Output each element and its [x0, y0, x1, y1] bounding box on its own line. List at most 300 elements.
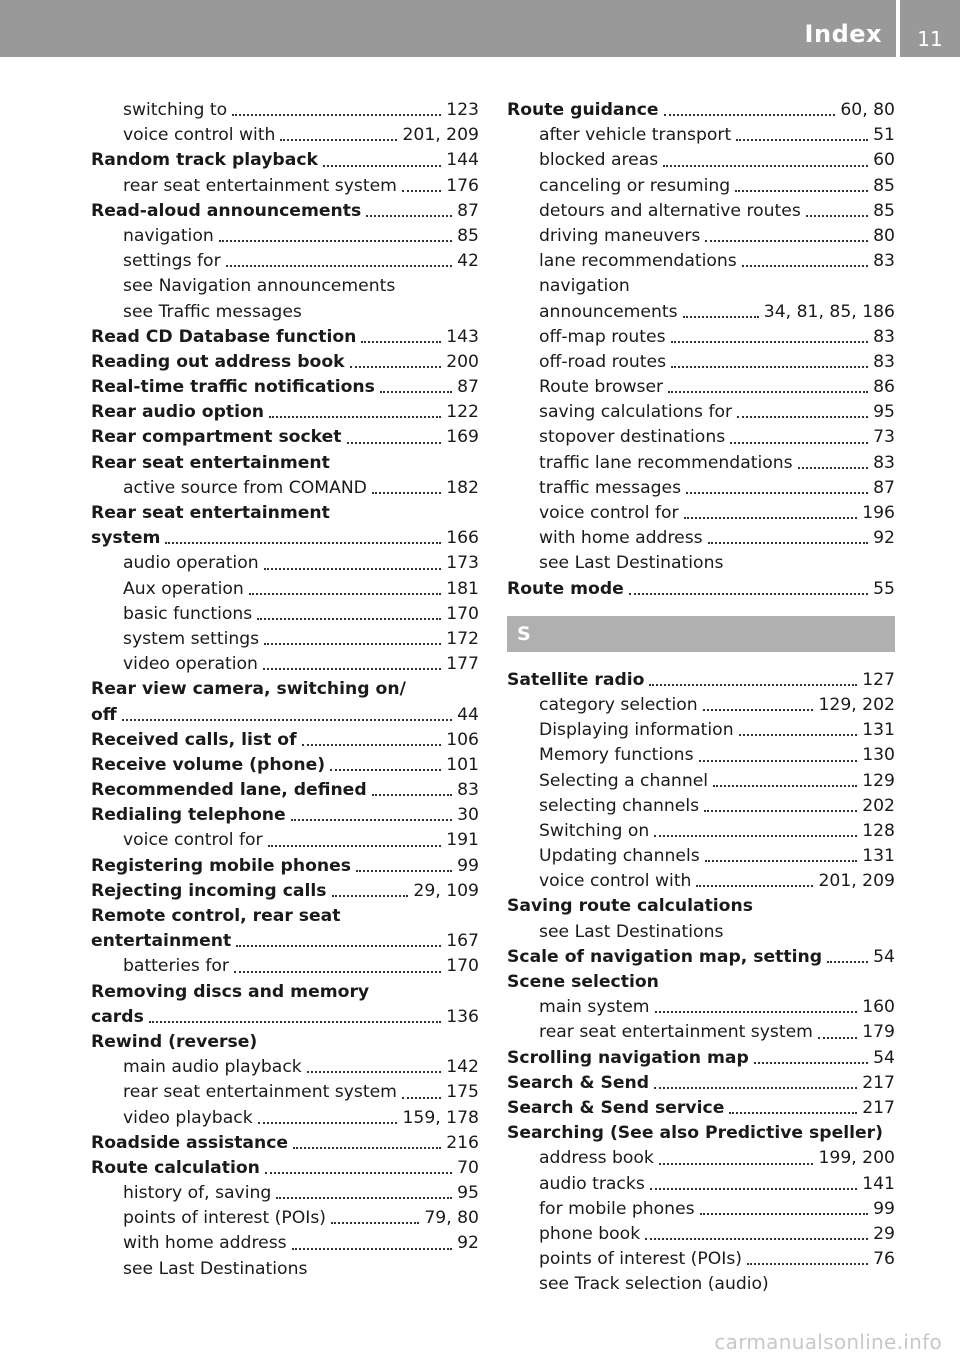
index-entry — [507, 1272, 895, 1297]
index-entry — [91, 274, 479, 299]
index-entry — [91, 703, 479, 728]
page-ref: 95 — [873, 402, 895, 423]
index-term: see Traffic messages — [123, 301, 302, 322]
dot-leader — [703, 709, 814, 711]
index-term: Aux operation — [123, 578, 244, 599]
index-term: settings for — [123, 251, 221, 272]
index-entry — [507, 920, 895, 945]
dot-leader — [671, 341, 869, 343]
page-ref: 173 — [446, 553, 479, 574]
index-entry — [507, 995, 895, 1020]
index-term: saving calculations for — [539, 402, 733, 423]
index-entry — [91, 803, 479, 828]
index-term: Search & Send — [507, 1072, 650, 1093]
dot-leader — [257, 618, 441, 620]
dot-leader — [263, 668, 441, 670]
page-ref: 176 — [446, 175, 479, 196]
page-ref: 73 — [873, 427, 895, 448]
page-ref: 30 — [457, 805, 479, 826]
dot-leader — [264, 643, 441, 645]
index-term: points of interest (POIs) — [539, 1249, 743, 1270]
index-term: stopover destinations — [539, 427, 726, 448]
index-term: lane recommendations — [539, 251, 737, 272]
dot-leader — [668, 391, 868, 393]
index-term: Reading out address book — [91, 351, 345, 372]
index-entry — [507, 375, 895, 400]
dot-leader — [629, 593, 868, 595]
index-term: Redialing telephone — [91, 805, 286, 826]
page-ref: 87 — [873, 477, 895, 498]
index-term: Memory functions — [539, 745, 694, 766]
index-entry — [507, 300, 895, 325]
index-entry — [507, 451, 895, 476]
index-term: address book — [539, 1148, 654, 1169]
index-entry — [91, 249, 479, 274]
dot-leader — [699, 760, 858, 762]
dot-leader — [659, 1163, 814, 1165]
page-ref: 85 — [873, 175, 895, 196]
index-entry — [91, 300, 479, 325]
index-term: Scrolling navigation map — [507, 1047, 749, 1068]
index-entry — [91, 1080, 479, 1105]
index-term: Remote control, rear seat — [91, 906, 341, 926]
dot-leader — [265, 1172, 452, 1174]
dot-leader — [705, 860, 858, 862]
index-entry — [91, 325, 479, 350]
index-term: traffic messages — [539, 477, 682, 498]
index-entry — [507, 425, 895, 450]
page-ref: 129 — [862, 770, 895, 791]
index-term: voice control for — [123, 830, 263, 851]
page-ref: 29 — [873, 1223, 895, 1244]
index-entry — [507, 769, 895, 794]
index-term: active source from COMAND — [123, 477, 367, 498]
page-ref: 202 — [862, 795, 895, 816]
dot-leader — [361, 341, 441, 343]
page-ref: 44 — [457, 704, 479, 725]
index-term: off — [91, 704, 117, 725]
index-term: see Last Destinations — [123, 1258, 308, 1279]
index-term: Rear audio option — [91, 402, 265, 423]
dot-leader — [818, 1037, 857, 1039]
index-entry — [91, 854, 479, 879]
page-ref: 87 — [457, 200, 479, 221]
index-entry — [507, 1222, 895, 1247]
index-entry — [91, 476, 479, 501]
index-entry — [507, 668, 895, 693]
index-term: rear seat entertainment system — [539, 1022, 813, 1043]
dot-leader — [232, 114, 441, 116]
index-term: Read-aloud announcements — [91, 200, 362, 221]
page-ref: 160 — [862, 997, 895, 1018]
page-ref: 217 — [862, 1072, 895, 1093]
dot-leader — [268, 845, 442, 847]
page-ref: 51 — [873, 125, 895, 146]
index-entry — [91, 1231, 479, 1256]
index-entry — [507, 894, 895, 919]
index-entry — [91, 652, 479, 677]
index-entry — [507, 123, 895, 148]
section-header-s — [507, 616, 895, 652]
dot-leader — [683, 316, 759, 318]
index-entry — [507, 476, 895, 501]
index-entry — [507, 1247, 895, 1272]
dot-leader — [302, 744, 442, 746]
dot-leader — [293, 1147, 441, 1149]
index-entry — [507, 1172, 895, 1197]
page-ref: 85 — [457, 225, 479, 246]
index-term: entertainment — [91, 931, 232, 952]
dot-leader — [264, 568, 442, 570]
dot-leader — [226, 265, 452, 267]
index-term: canceling or resuming — [539, 175, 731, 196]
index-term: off-map routes — [539, 326, 666, 347]
index-term: Satellite radio — [507, 669, 645, 690]
dot-leader — [654, 835, 857, 837]
index-entry — [507, 794, 895, 819]
dot-leader — [402, 190, 441, 192]
index-entry — [507, 869, 895, 894]
dot-leader — [663, 165, 868, 167]
page-ref: 175 — [446, 1082, 479, 1103]
index-entry — [91, 577, 479, 602]
index-group-r — [507, 98, 895, 602]
index-entry — [91, 148, 479, 173]
dot-leader — [737, 416, 868, 418]
index-term: blocked areas — [539, 150, 659, 171]
dot-leader — [330, 769, 441, 771]
index-term: history of, saving — [123, 1183, 272, 1204]
dot-leader — [686, 492, 868, 494]
index-entry — [507, 325, 895, 350]
index-term: switching to — [123, 100, 228, 120]
page-ref: 170 — [446, 603, 479, 624]
index-entry — [91, 1257, 479, 1282]
index-term: navigation — [539, 276, 630, 297]
page-ref: 95 — [457, 1183, 479, 1204]
dot-leader — [684, 517, 858, 519]
page-ref: 122 — [446, 402, 479, 423]
dot-leader — [704, 810, 857, 812]
index-entry — [91, 375, 479, 400]
dot-leader — [276, 1197, 452, 1199]
page-ref: 136 — [446, 1006, 479, 1027]
index-entry — [91, 954, 479, 979]
index-entry — [507, 249, 895, 274]
dot-leader — [754, 1062, 868, 1064]
index-entry — [507, 718, 895, 743]
dot-leader — [650, 1188, 857, 1190]
index-entry — [507, 551, 895, 576]
index-entry — [91, 551, 479, 576]
page-title: Index — [804, 20, 882, 48]
index-term: system settings — [123, 628, 260, 649]
index-column-left — [91, 98, 479, 1282]
index-term: driving maneuvers — [539, 225, 701, 246]
dot-leader — [664, 114, 836, 116]
dot-leader — [713, 785, 857, 787]
page-ref: 34, 81, 85, 186 — [763, 301, 895, 322]
page-ref: 70 — [457, 1157, 479, 1178]
page-ref: 83 — [873, 251, 895, 272]
dot-leader — [269, 416, 441, 418]
page-ref: 142 — [446, 1057, 479, 1078]
page-ref: 166 — [446, 528, 479, 549]
index-entry — [91, 879, 479, 904]
header-bar — [0, 0, 960, 57]
index-entry — [91, 602, 479, 627]
dot-leader — [655, 1011, 858, 1013]
index-term: Rear seat entertainment — [91, 452, 330, 473]
page-ref: 60, 80 — [840, 100, 895, 120]
page-ref: 196 — [862, 503, 895, 523]
index-term: Route calculation — [91, 1157, 260, 1178]
index-term: Scene selection — [507, 972, 659, 992]
index-entry — [507, 501, 895, 526]
dot-leader — [372, 794, 452, 796]
index-entry — [507, 1197, 895, 1222]
index-term: see Navigation announcements — [123, 276, 396, 297]
page-ref: 101 — [446, 754, 479, 775]
page-ref: 172 — [446, 628, 479, 649]
index-entry — [507, 1071, 895, 1096]
index-term: voice control with — [123, 125, 276, 146]
index-term: see Last Destinations — [539, 553, 724, 574]
index-entry — [91, 980, 479, 1005]
index-entry — [507, 693, 895, 718]
page-ref: 80 — [873, 225, 895, 246]
index-entry — [91, 501, 479, 526]
section-letter: S — [517, 622, 531, 645]
dot-leader — [323, 165, 441, 167]
page-ref: 130 — [862, 745, 895, 766]
page-ref: 54 — [873, 946, 895, 967]
dot-leader — [798, 467, 869, 469]
index-entry — [507, 174, 895, 199]
page-ref: 182 — [446, 477, 479, 498]
index-entry — [507, 1096, 895, 1121]
dot-leader — [234, 971, 441, 973]
index-entry — [507, 1020, 895, 1045]
index-entry — [91, 1206, 479, 1231]
index-entry — [91, 123, 479, 148]
dot-leader — [827, 961, 868, 963]
page-ref: 76 — [873, 1249, 895, 1270]
page-ref: 123 — [446, 100, 479, 120]
page-ref: 55 — [873, 578, 895, 599]
page-ref: 143 — [446, 326, 479, 347]
index-term: Random track playback — [91, 150, 318, 171]
dot-leader — [356, 870, 452, 872]
index-entry — [507, 274, 895, 299]
header-divider — [896, 0, 900, 57]
page-ref: 177 — [446, 654, 479, 675]
index-term: see Track selection (audio) — [539, 1274, 769, 1295]
index-entry — [91, 929, 479, 954]
page-ref: 191 — [446, 830, 479, 851]
index-term: navigation — [123, 225, 214, 246]
page-ref: 127 — [862, 669, 895, 690]
index-term: voice control for — [539, 503, 679, 523]
page-ref: 131 — [862, 720, 895, 741]
index-entry — [507, 350, 895, 375]
index-entry — [507, 819, 895, 844]
index-entry — [507, 98, 895, 123]
page-ref: 201, 209 — [818, 871, 895, 892]
index-entry — [91, 98, 479, 123]
index-entry — [91, 174, 479, 199]
index-term: see Last Destinations — [539, 921, 724, 942]
page-ref: 131 — [862, 846, 895, 867]
page-ref: 199, 200 — [818, 1148, 895, 1169]
dot-leader — [696, 885, 813, 887]
index-term: Read CD Database function — [91, 326, 357, 347]
index-term: Switching on — [539, 820, 650, 841]
index-term: Saving route calculations — [507, 896, 753, 917]
index-term: Receive volume (phone) — [91, 754, 326, 775]
page-ref: 60 — [873, 150, 895, 171]
dot-leader — [380, 391, 452, 393]
page-ref: 92 — [873, 528, 895, 549]
page-ref: 42 — [457, 251, 479, 272]
dot-leader — [347, 442, 442, 444]
index-term: off-road routes — [539, 351, 667, 372]
index-entry — [507, 199, 895, 224]
index-term: video operation — [123, 654, 258, 675]
dot-leader — [747, 1263, 868, 1265]
index-term: system — [91, 528, 161, 549]
index-term: Search & Send service — [507, 1097, 725, 1118]
index-entry — [91, 1131, 479, 1156]
dot-leader — [350, 366, 442, 368]
dot-leader — [165, 542, 441, 544]
page-ref: 141 — [862, 1173, 895, 1194]
page-ref: 144 — [446, 150, 479, 171]
watermark: carmanualsonline.info — [714, 1330, 942, 1354]
dot-leader — [708, 542, 868, 544]
page-ref: 179 — [862, 1022, 895, 1043]
index-entry — [507, 1146, 895, 1171]
index-term: Rear seat entertainment — [91, 503, 330, 523]
page-ref: 79, 80 — [424, 1208, 479, 1229]
index-entry — [91, 627, 479, 652]
index-term: Real-time traffic notifications — [91, 377, 375, 398]
dot-leader — [366, 215, 452, 217]
dot-leader — [292, 1248, 452, 1250]
index-entry — [91, 1055, 479, 1080]
index-entry — [91, 526, 479, 551]
index-entry — [507, 1121, 895, 1146]
dot-leader — [654, 1087, 857, 1089]
page-ref: 129, 202 — [818, 694, 895, 715]
index-term: Route browser — [539, 377, 664, 398]
page-ref: 201, 209 — [402, 125, 479, 146]
index-term: detours and alternative routes — [539, 200, 801, 221]
page-ref: 83 — [457, 780, 479, 801]
dot-leader — [249, 593, 441, 595]
page-ref: 87 — [457, 377, 479, 398]
index-group-s — [507, 668, 895, 1298]
index-term: Removing discs and memory — [91, 981, 370, 1002]
dot-leader — [236, 945, 441, 947]
dot-leader — [806, 215, 868, 217]
page-ref: 54 — [873, 1047, 895, 1068]
dot-leader — [736, 139, 868, 141]
dot-leader — [149, 1021, 441, 1023]
page-ref: 170 — [446, 956, 479, 977]
index-term: selecting channels — [539, 795, 700, 816]
index-entry — [507, 1046, 895, 1071]
index-term: Rear view camera, switching on/ — [91, 679, 406, 700]
page-number: 11 — [917, 27, 943, 51]
dot-leader — [258, 1122, 398, 1124]
index-entry — [507, 970, 895, 995]
index-term: basic functions — [123, 603, 253, 624]
index-term: Roadside assistance — [91, 1132, 289, 1153]
index-entry — [507, 577, 895, 602]
index-entry — [91, 1156, 479, 1181]
index-term: after vehicle transport — [539, 125, 732, 146]
page-ref: 106 — [446, 729, 479, 750]
dot-leader — [331, 1222, 419, 1224]
dot-leader — [122, 719, 452, 721]
index-term: Searching (See also Predictive speller) — [507, 1123, 884, 1144]
index-term: Updating channels — [539, 846, 700, 867]
index-entry — [91, 350, 479, 375]
dot-leader — [280, 139, 397, 141]
page-ref: 92 — [457, 1233, 479, 1254]
index-term: category selection — [539, 694, 698, 715]
index-term: cards — [91, 1006, 144, 1027]
index-entry — [507, 844, 895, 869]
page-ref: 29, 109 — [413, 880, 479, 901]
dot-leader — [291, 819, 452, 821]
page-ref: 83 — [873, 326, 895, 347]
index-term: audio tracks — [539, 1173, 645, 1194]
index-entry — [91, 1181, 479, 1206]
dot-leader — [700, 1213, 869, 1215]
page-ref: 216 — [446, 1132, 479, 1153]
page-ref: 83 — [873, 452, 895, 473]
page-ref: 167 — [446, 931, 479, 952]
index-term: Route mode — [507, 578, 624, 599]
dot-leader — [645, 1238, 868, 1240]
page-ref: 128 — [862, 820, 895, 841]
page-ref: 99 — [457, 855, 479, 876]
index-entry — [91, 224, 479, 249]
page-ref: 181 — [446, 578, 479, 599]
index-term: Scale of navigation map, setting — [507, 946, 823, 967]
index-term: audio operation — [123, 553, 259, 574]
dot-leader — [671, 366, 868, 368]
index-term: Rear compartment socket — [91, 427, 342, 448]
index-term: Displaying information — [539, 720, 734, 741]
page-ref: 86 — [873, 377, 895, 398]
index-term: traffic lane recommendations — [539, 452, 793, 473]
index-term: batteries for — [123, 956, 229, 977]
page-ref: 85 — [873, 200, 895, 221]
index-term: Received calls, list of — [91, 729, 297, 750]
index-term: with home address — [123, 1233, 287, 1254]
dot-leader — [705, 240, 868, 242]
index-entry — [507, 148, 895, 173]
index-entry — [507, 400, 895, 425]
index-column-right — [507, 98, 895, 1297]
index-entry — [91, 199, 479, 224]
index-term: Route guidance — [507, 100, 659, 120]
page-ref: 99 — [873, 1198, 895, 1219]
index-entry — [91, 753, 479, 778]
